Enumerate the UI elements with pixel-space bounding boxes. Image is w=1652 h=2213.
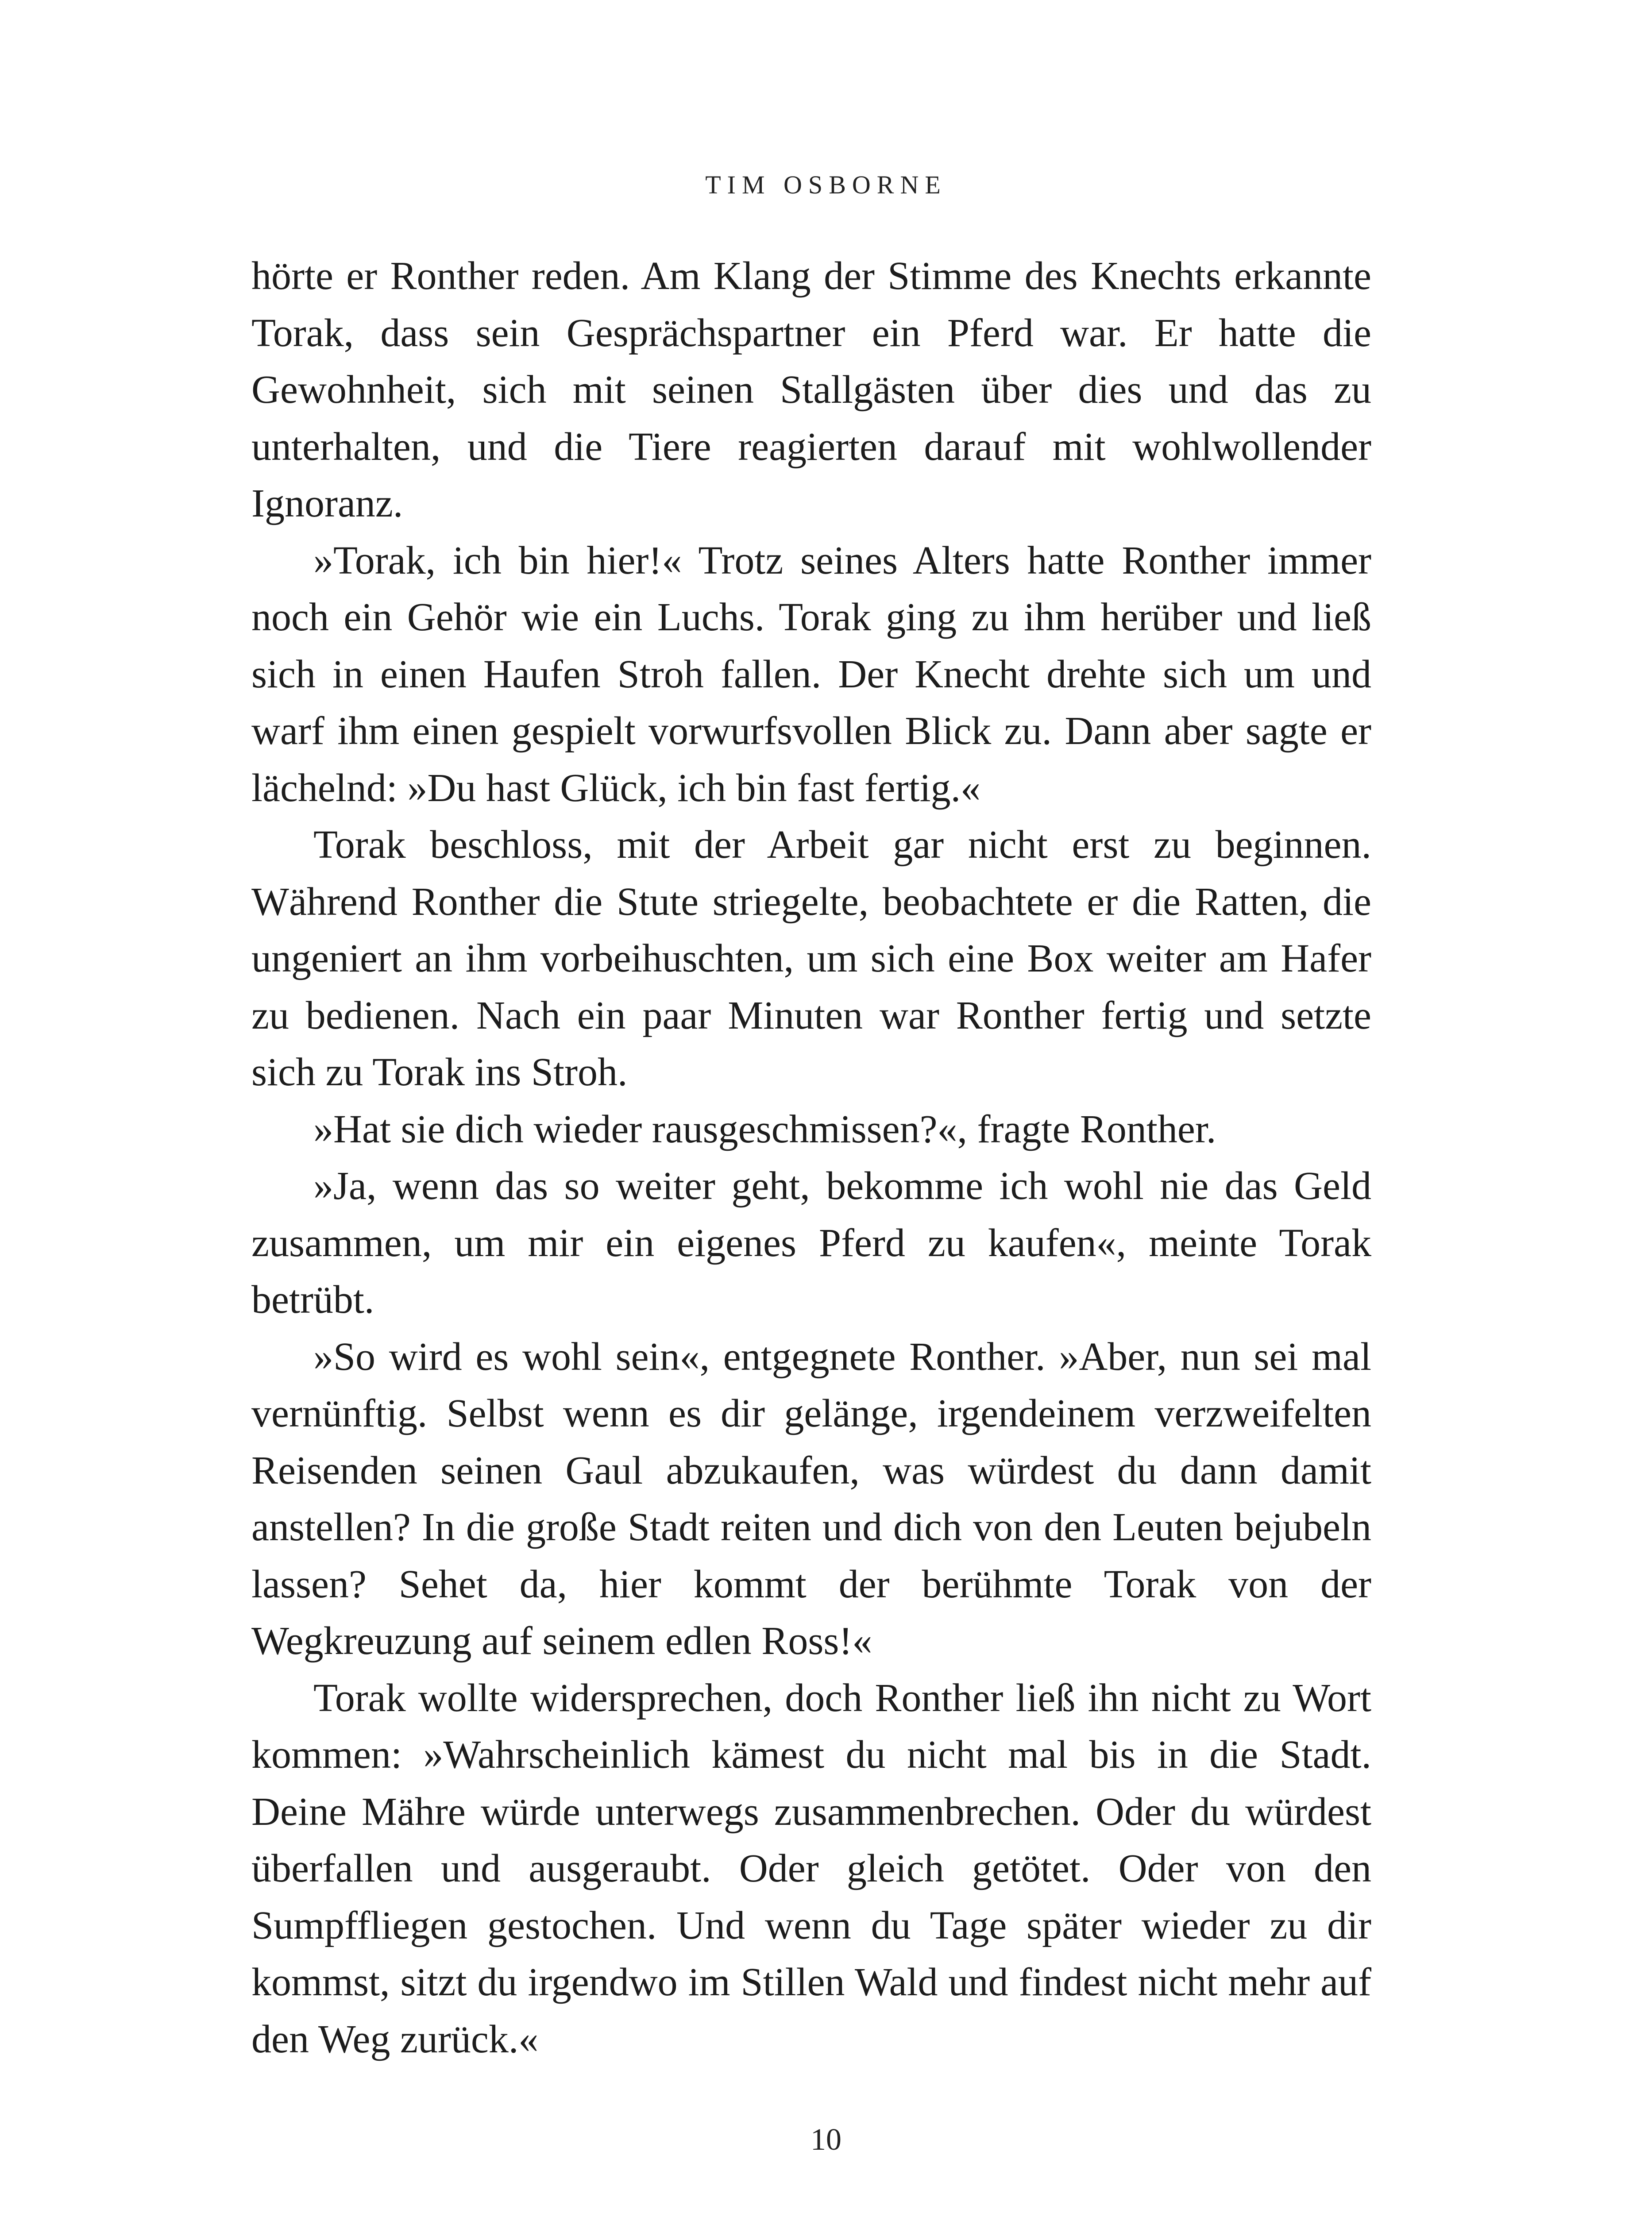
paragraph: »Ja, wenn das so weiter geht, bekomme ich wohl nie das Geld zusammen, um mir ein eigenes Pferd zu kaufen«, meinte Torak betrübt.: [251, 1164, 1371, 1322]
paragraph: »Torak, ich bin hier!« Trotz seines Alters hatte Ronther immer noch ein Gehör wie ein Luchs. Torak ging zu ihm herüber und ließ sich in einen Haufen Stroh fallen. Der Knecht drehte sich um und warf ihm einen gespielt vorwurfsvollen Blick zu. Dann aber sagte er lächelnd: »Du hast Glück, ich bin fast fertig.«: [251, 538, 1371, 810]
paragraph: hörte er Ronther reden. Am Klang der Stimme des Knechts erkannte Torak, dass sein Gesprächspartner ein Pferd war. Er hatte die Gewohnheit, sich mit seinen Stallgästen über dies und das zu unterhalten, und die Tiere reagierten darauf mit wohlwollender Ignoranz.: [251, 254, 1371, 525]
paragraph: »Hat sie dich wieder rausgeschmissen?«, fragte Ronther.: [313, 1107, 1216, 1151]
body-text: [251, 248, 1371, 2068]
running-head: TIM OSBORNE: [705, 170, 947, 199]
paragraph: Torak wollte widersprechen, doch Ronther ließ ihn nicht zu Wort kommen: »Wahrscheinlich kämest du nicht mal bis in die Stadt. Deine Mähre würde unterwegs zusammenbrechen. Oder du würdest überfallen und ausgeraubt. Oder gleich getötet. Oder von den Sumpffliegen gestochen. Und wenn du Tage später wieder zu dir kommst, sitzt du irgendwo im Stillen Wald und findest nicht mehr auf den Weg zurück.«: [251, 1676, 1371, 2061]
page-number: 10: [811, 2123, 841, 2157]
paragraph: »So wird es wohl sein«, entgegnete Ronther. »Aber, nun sei mal vernünftig. Selbst wenn es dir gelänge, irgendeinem verzweifelten Reisenden seinen Gaul abzukaufen, was würdest du dann damit anstellen? In die große Stadt reiten und dich von den Leuten bejubeln lassen? Sehet da, hier kommt der berühmte Torak von der Wegkreuzung auf seinem edlen Ross!«: [251, 1334, 1371, 1663]
paragraph: Torak beschloss, mit der Arbeit gar nicht erst zu beginnen. Während Ronther die Stute striegelte, beobachtete er die Ratten, die ungeniert an ihm vorbeihuschten, um sich eine Box weiter am Hafer zu bedienen. Nach ein paar Minuten war Ronther fertig und setzte sich zu Torak ins Stroh.: [251, 823, 1371, 1094]
